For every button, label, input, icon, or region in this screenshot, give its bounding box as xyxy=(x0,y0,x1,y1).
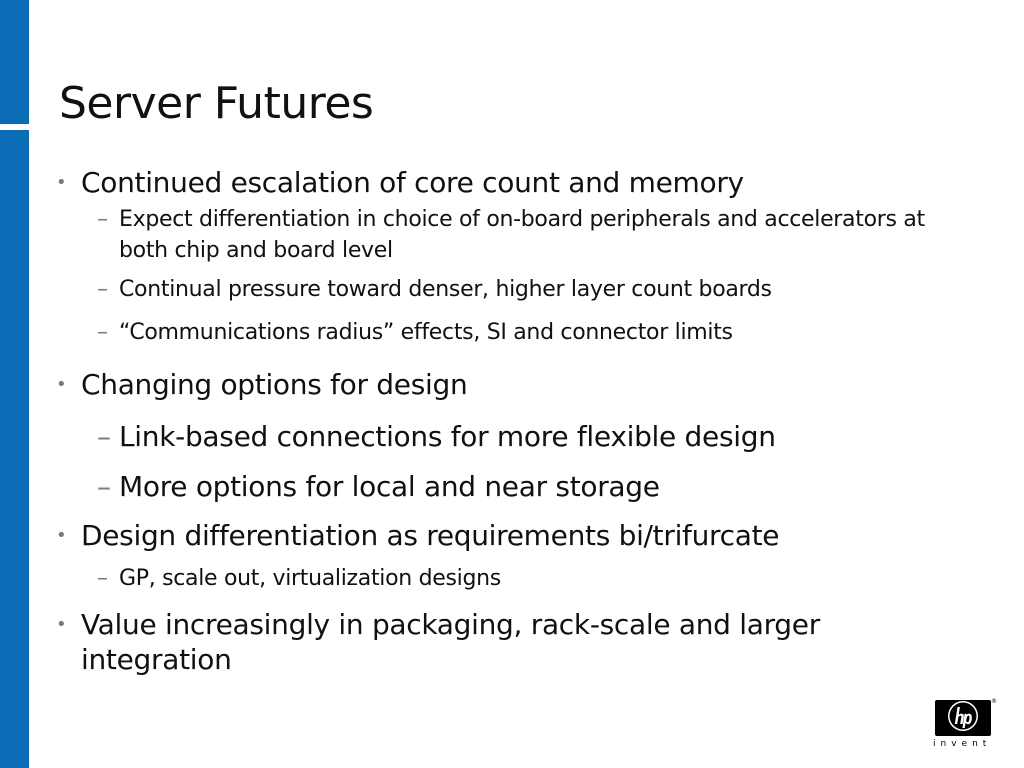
bullet-text: Design differentiation as requirements bi/trifurcate xyxy=(81,519,780,552)
slide-title: Server Futures xyxy=(59,78,374,129)
sub-bullet-text: “Communications radius” effects, SI and connector limits xyxy=(119,320,733,345)
hp-logo-tagline: invent xyxy=(933,739,992,749)
bullet-dot-icon: • xyxy=(56,525,67,546)
bullet-item xyxy=(56,607,936,677)
sub-bullet-text: Expect differentiation in choice of on-board peripherals and accelerators at both chip and board level xyxy=(119,207,925,263)
sub-bullet-item xyxy=(97,274,936,305)
bullet-item xyxy=(56,518,936,553)
bullet-item xyxy=(56,165,936,200)
sub-bullet-item xyxy=(97,469,936,504)
left-accent-bar-bottom xyxy=(0,130,29,768)
bullet-text: Continued escalation of core count and memory xyxy=(81,166,744,199)
dash-icon: – xyxy=(97,420,111,453)
sub-bullet-item xyxy=(97,419,936,454)
sub-bullet-text: Link-based connections for more flexible design xyxy=(119,420,776,453)
bullet-dot-icon: • xyxy=(56,374,67,395)
sub-bullet-item xyxy=(97,317,936,348)
bullet-item xyxy=(56,367,936,402)
sub-bullet-item xyxy=(97,204,936,266)
bullet-dot-icon: • xyxy=(56,172,67,193)
bullet-dot-icon: • xyxy=(56,614,67,635)
sub-bullet-text: GP, scale out, virtualization designs xyxy=(119,566,501,591)
left-accent-bar-top xyxy=(0,0,29,124)
dash-icon: – xyxy=(97,470,111,503)
dash-icon: – xyxy=(97,207,108,232)
bullet-text: Value increasingly in packaging, rack-scale and larger integration xyxy=(81,608,820,676)
registered-mark: ® xyxy=(991,698,997,705)
sub-bullet-text: More options for local and near storage xyxy=(119,470,660,503)
dash-icon: – xyxy=(97,320,108,345)
bullet-list xyxy=(56,165,936,677)
bullet-text: Changing options for design xyxy=(81,368,468,401)
dash-icon: – xyxy=(97,277,108,302)
sub-bullet-item xyxy=(97,563,936,594)
hp-logo xyxy=(933,698,995,754)
dash-icon: – xyxy=(97,566,108,591)
sub-bullet-text: Continual pressure toward denser, higher layer count boards xyxy=(119,277,772,302)
hp-logo-mark-icon xyxy=(945,698,981,734)
